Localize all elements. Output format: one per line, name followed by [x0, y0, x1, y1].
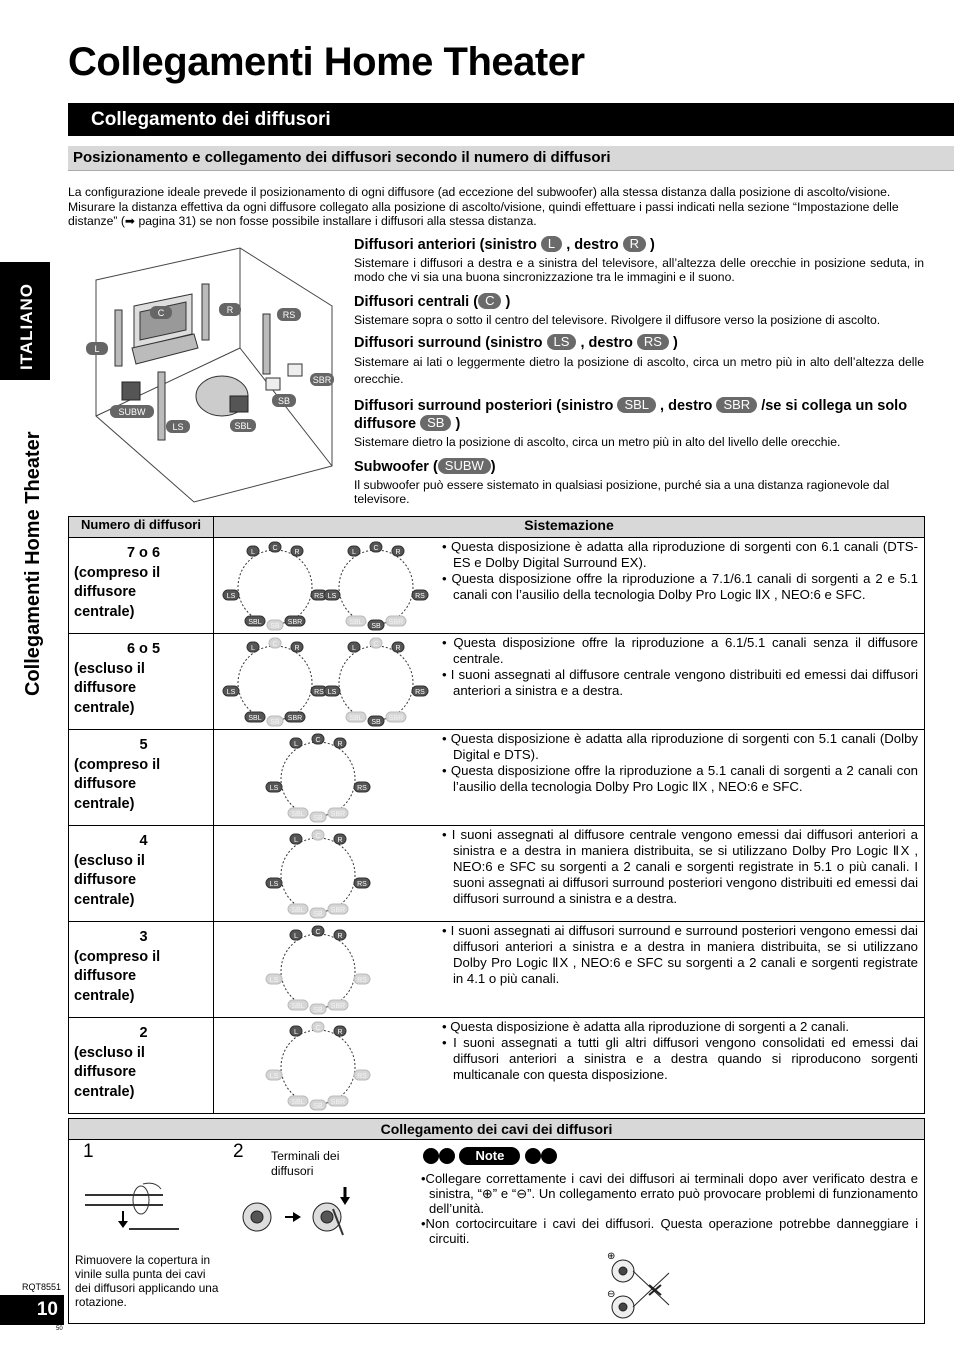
- room-label-ls: LS: [172, 422, 184, 432]
- speaker-marker-label: RS: [415, 689, 425, 696]
- section-heading: Collegamento dei diffusori: [68, 103, 954, 136]
- speaker-marker-label: RS: [357, 881, 367, 888]
- speaker-marker-label: SB: [313, 1007, 323, 1014]
- speaker-marker-label: SB: [313, 1103, 323, 1110]
- surround-back-desc: Sistemare dietro la posizione di ascolto, circa un metro più in alto del livello delle orecchie.: [354, 435, 841, 449]
- speaker-marker-label: LS: [269, 977, 279, 984]
- speaker-count-cell: [69, 730, 214, 826]
- speaker-marker-label: SB: [270, 623, 280, 630]
- speaker-marker-label: C: [315, 929, 321, 936]
- speaker-marker-label: L: [352, 549, 356, 556]
- speaker-marker-label: LS: [327, 689, 337, 696]
- speaker-marker-label: LS: [269, 785, 279, 792]
- arrangement-bullets: [434, 827, 924, 907]
- speaker-count: 2: [139, 1025, 148, 1041]
- arrangement-diagram: [214, 730, 434, 825]
- bullet-item: • Questa disposizione offre la riproduzione a 5.1 canali di sorgenti a 2 canali con l’ausilio della tecnologia Dolby Pro Logic ⅡX , NEO:6 e SFC.: [442, 763, 918, 794]
- speaker-marker-label: SBR: [287, 715, 303, 722]
- cable-connection-box: [68, 1118, 925, 1324]
- wire-strip-illustration: [83, 1179, 183, 1239]
- page-number: 10: [0, 1295, 64, 1325]
- note-item: •Collegare correttamente i cavi dei diffusori ai terminali dopo aver verificato destra e sinistra, “⊕” e “⊖”. Un collegamento errato può provocare problemi di funzionamento dell’unità.: [421, 1171, 918, 1216]
- room-label-l: L: [94, 344, 100, 354]
- speaker-marker-label: SB: [313, 815, 323, 822]
- speaker-marker-label: SBL: [349, 619, 363, 626]
- front-speakers-block: [354, 236, 924, 284]
- badge-r: R: [623, 236, 646, 252]
- speaker-marker-label: L: [251, 645, 255, 652]
- subwoofer-box: [122, 382, 140, 400]
- step-2-number: 2: [233, 1141, 244, 1162]
- subwoofer-heading: Subwoofer ( SUBW ): [354, 458, 496, 475]
- speaker-marker-label: R: [337, 837, 343, 844]
- speaker-marker-label: L: [294, 933, 298, 940]
- speaker-marker-label: C: [315, 833, 321, 840]
- minus-symbol: ⊖: [607, 1289, 616, 1300]
- speaker-marker-label: SBR: [388, 715, 404, 722]
- speaker-ring-diagram: [266, 1022, 370, 1110]
- table-row: [69, 538, 925, 634]
- speaker-marker-label: SBR: [388, 619, 404, 626]
- front-speakers-desc: Sistemare i diffusori a destra e a sinistra del televisore, all’altezza delle orecchie in posizione seduta, in modo che vi sia una buona sincronizzazione tra le immagini e il suono.: [354, 256, 924, 285]
- speaker-config-table: [68, 516, 925, 1114]
- speaker-marker-label: RS: [314, 593, 324, 600]
- speaker-marker-label: SBR: [330, 1003, 346, 1010]
- front-speakers-heading: Diffusori anteriori (sinistro L , destro R ): [354, 236, 655, 253]
- badge-l: L: [541, 236, 562, 252]
- speaker-marker-label: R: [337, 741, 343, 748]
- badge-sbr: SBR: [716, 397, 757, 413]
- page-title: Collegamenti Home Theater: [68, 40, 585, 84]
- bullet-item: • Questa disposizione è adatta alla riproduzione di sorgenti a 2 canali.: [442, 1019, 850, 1034]
- speaker-marker-label: C: [315, 1025, 321, 1032]
- table-row: [69, 922, 925, 1018]
- speaker-marker-label: LS: [269, 1073, 279, 1080]
- speaker-count: 3: [139, 929, 148, 945]
- speaker-count-note: (compreso il diffusore centrale): [74, 756, 161, 812]
- table-row: [69, 730, 925, 826]
- room-label-subw: SUBW: [118, 407, 146, 417]
- speaker-ring-diagram: [223, 542, 327, 630]
- arrangement-cell: [214, 1018, 925, 1114]
- bullet-item: • Questa disposizione offre la riproduzione a 7.1/6.1 canali di sorgenti a 2 e 5.1 canali con l’ausilio della tecnologia Dolby Pro Logic ⅡX , NEO:6 e SFC.: [442, 571, 918, 602]
- speaker-marker-label: SBL: [248, 619, 262, 626]
- terminals-label: Terminali dei diffusori: [271, 1149, 340, 1178]
- speaker-marker-label: SBR: [330, 907, 346, 914]
- step-1-number: 1: [83, 1141, 94, 1162]
- badge-rs: RS: [637, 334, 669, 350]
- table-row: [69, 1018, 925, 1114]
- arrangement-bullets: [434, 1019, 924, 1083]
- speaker-count-cell: [69, 826, 214, 922]
- speaker-ring-diagram: [266, 926, 370, 1014]
- speaker-marker-label: LS: [226, 593, 236, 600]
- speaker-marker-label: LS: [226, 689, 236, 696]
- speaker-marker-label: LS: [269, 881, 279, 888]
- language-label: ITALIANO: [17, 282, 36, 370]
- room-label-sbr: SBR: [312, 375, 332, 385]
- arrangement-cell: [214, 730, 925, 826]
- speaker-marker-label: SB: [313, 911, 323, 918]
- speaker-marker-label: R: [337, 1029, 343, 1036]
- speaker-marker-label: L: [294, 1029, 298, 1036]
- subwoofer-desc: Il subwoofer può essere sistemato in qualsiasi posizione, purché sia a una distanza ragionevole dal televisore.: [354, 478, 890, 507]
- speaker-ring-diagram: [223, 638, 327, 726]
- speaker-count-note: (compreso il diffusore centrale): [74, 564, 161, 620]
- speaker-marker-label: SB: [270, 719, 280, 726]
- speaker-count-note: (escluso il diffusore centrale): [74, 1044, 145, 1100]
- speaker-count-cell: [69, 922, 214, 1018]
- speaker-count-cell: [69, 634, 214, 730]
- note-dot-icon: [541, 1148, 557, 1164]
- badge-sb: SB: [420, 415, 451, 431]
- speaker-count: 6 o 5: [126, 641, 161, 657]
- speaker-count-note: (escluso il diffusore centrale): [74, 852, 145, 908]
- speaker-marker-label: RS: [357, 785, 367, 792]
- arrangement-bullets: [434, 635, 924, 699]
- table-row: [69, 826, 925, 922]
- speaker-marker-label: SBR: [330, 1099, 346, 1106]
- room-label-r: R: [226, 305, 234, 315]
- speaker-count: 7 o 6: [126, 545, 161, 561]
- badge-ls: LS: [547, 334, 577, 350]
- surround-back-block: [354, 397, 924, 449]
- badge-c: C: [478, 293, 501, 309]
- arrangement-diagram: [214, 922, 434, 1017]
- footer-tiny-number: 50: [56, 1326, 63, 1332]
- terminal-connect-illustration: [231, 1185, 361, 1249]
- chapter-side-title: Collegamenti Home Theater: [22, 431, 44, 696]
- speaker-marker-label: R: [395, 645, 401, 652]
- surround-speakers-heading: Diffusori surround (sinistro LS , destro RS ): [354, 334, 678, 351]
- cable-connection-heading: Collegamento dei cavi dei diffusori: [69, 1119, 924, 1140]
- arrangement-diagram: [214, 826, 434, 921]
- speaker-marker-label: SB: [371, 623, 381, 630]
- speaker-marker-label: C: [272, 545, 278, 552]
- badge-sbl: SBL: [617, 397, 656, 413]
- speaker-ring-diagram: [324, 542, 428, 630]
- speaker-count-note: (escluso il diffusore centrale): [74, 660, 145, 716]
- model-code: RQT8551: [22, 1282, 62, 1292]
- speaker-marker-label: SBL: [291, 811, 305, 818]
- arrangement-diagram: [214, 1018, 434, 1113]
- arrangement-diagram: [214, 634, 434, 729]
- speaker-marker-label: L: [251, 549, 255, 556]
- speaker-marker-label: SB: [371, 719, 381, 726]
- step-1-caption: Rimuovere la copertura in vinile sulla punta dei cavi dei diffusori applicando una rotazione.: [75, 1253, 219, 1309]
- col-header-count: Numero di diffusori: [69, 517, 214, 538]
- speaker-marker-label: C: [373, 641, 379, 648]
- room-label-rs: RS: [282, 310, 296, 320]
- note-banner: [423, 1147, 557, 1165]
- speaker-marker-label: SBR: [287, 619, 303, 626]
- speaker-marker-label: SBL: [349, 715, 363, 722]
- arrangement-cell: [214, 538, 925, 634]
- speaker-count-cell: [69, 538, 214, 634]
- arrangement-cell: [214, 826, 925, 922]
- speaker-marker-label: R: [294, 645, 300, 652]
- speaker-marker-label: RS: [314, 689, 324, 696]
- speaker-marker-label: RS: [357, 977, 367, 984]
- surround-speakers-block: [354, 334, 924, 388]
- room-label-sbl: SBL: [234, 421, 252, 431]
- tv-cabinet: [132, 294, 198, 364]
- speaker-marker-label: C: [272, 641, 278, 648]
- polarity-terminal-illustration: [599, 1249, 679, 1321]
- bullet-item: • Questa disposizione offre la riproduzione a 6.1/5.1 canali senza il diffusore centrale.: [442, 635, 918, 666]
- center-speaker-desc: Sistemare sopra o sotto il centro del televisore. Rivolgere il diffusore verso la posizione di ascolto.: [354, 313, 881, 327]
- arrangement-cell: [214, 634, 925, 730]
- bullet-item: • Questa disposizione è adatta alla riproduzione di sorgenti con 6.1 canali (DTS-ES e Dolby Digital Surround EX).: [442, 539, 918, 570]
- sofa: [196, 364, 302, 416]
- speaker-marker-label: C: [315, 737, 321, 744]
- speaker-marker-label: SBL: [291, 907, 305, 914]
- center-speaker-heading: Diffusori centrali ( C ): [354, 293, 511, 310]
- note-dot-icon: [525, 1148, 541, 1164]
- table-header-row: [69, 517, 925, 538]
- table-row: [69, 634, 925, 730]
- speaker-count-cell: [69, 1018, 214, 1114]
- surround-speakers-desc: Sistemare ai lati o leggermente dietro la posizione di ascolto, circa un metro più in alto dell’altezza delle orecchie.: [354, 355, 924, 386]
- center-speaker-block: [354, 293, 924, 327]
- speaker-marker-label: L: [352, 645, 356, 652]
- speaker-marker-label: SBL: [248, 715, 262, 722]
- speaker-ring-diagram: [266, 830, 370, 918]
- speaker-ring-diagram: [324, 638, 428, 726]
- speaker-marker-label: LS: [327, 593, 337, 600]
- bullet-item: • I suoni assegnati a tutti gli altri diffusori vengono consolidati ed emessi dai diffusori anteriori a sinistra e a destra quando si riproducono sorgenti multicanale con questa disposizione.: [442, 1035, 918, 1082]
- bullet-item: • I suoni assegnati al diffusore centrale vengono emessi dai diffusori anteriori a sinistra e a destra in maniera distribuita, se si utilizzano Dolby Pro Logic ⅡX , NEO:6 e SFC su sorgenti a 2 canali e sorgenti registrate in 5.1 o più canali. I suoni assegnati ai diffusori surround posteriori vengono distribuiti ed emessi dai diffusori surround a sinistra e a destra.: [442, 827, 918, 906]
- speaker-marker-label: SBL: [291, 1003, 305, 1010]
- speaker-marker-label: RS: [415, 593, 425, 600]
- speaker-marker-label: L: [294, 837, 298, 844]
- bullet-item: • I suoni assegnati al diffusore centrale vengono distribuiti ed emessi dai diffusori anteriori a sinistra e a destra.: [442, 667, 918, 698]
- speaker-count-note: (compreso il diffusore centrale): [74, 948, 161, 1004]
- speaker-marker-label: L: [294, 741, 298, 748]
- note-item: •Non cortocircuitare i cavi dei diffusori. Questa operazione potrebbe danneggiare i circuiti.: [421, 1216, 918, 1246]
- speaker-count: 5: [139, 737, 148, 753]
- plus-symbol: ⊕: [607, 1251, 616, 1262]
- speaker-marker-label: SBR: [330, 811, 346, 818]
- notes-list: [421, 1171, 918, 1246]
- room-label-c: C: [157, 308, 165, 318]
- col-header-arrangement: Sistemazione: [214, 517, 925, 538]
- arrangement-bullets: [434, 539, 924, 603]
- room-diagram: [82, 236, 344, 508]
- speaker-marker-label: R: [294, 549, 300, 556]
- speaker-marker-label: R: [395, 549, 401, 556]
- note-dot-icon: [423, 1148, 439, 1164]
- surround-back-heading: Diffusori surround posteriori (sinistro SBL , destro SBR /se si collega un solo diffusore SB ): [354, 397, 908, 432]
- speaker-marker-label: RS: [357, 1073, 367, 1080]
- badge-subw: SUBW: [438, 458, 491, 474]
- speaker-marker-label: SBL: [291, 1099, 305, 1106]
- arrangement-bullets: [434, 731, 924, 795]
- note-label: Note: [459, 1147, 520, 1165]
- bullet-item: • I suoni assegnati ai diffusori surround e surround posteriori vengono emessi dai diffusori anteriori a sinistra e a destra in maniera distribuita, se si utilizzano Dolby Pro Logic ⅡX , NEO:6 e SFC su sorgenti a 2 canali e sorgenti registrate in 4.1 o più canali.: [442, 923, 918, 986]
- arrangement-bullets: [434, 923, 924, 987]
- subwoofer-block: [354, 458, 924, 506]
- note-dot-icon: [439, 1148, 455, 1164]
- arrangement-diagram: [214, 538, 434, 633]
- subsection-heading: Posizionamento e collegamento dei diffusori secondo il numero di diffusori: [68, 146, 954, 171]
- arrangement-cell: [214, 922, 925, 1018]
- speaker-marker-label: R: [337, 933, 343, 940]
- speaker-marker-label: C: [373, 545, 379, 552]
- speaker-ring-diagram: [266, 734, 370, 822]
- speaker-count: 4: [139, 833, 148, 849]
- intro-paragraph: La configurazione ideale prevede il posizionamento di ogni diffusore (ad eccezione del subwoofer) alla stessa distanza dalla posizione di ascolto/visione. Misurare la distanza effettiva da ogni diffusore collegato alla posizione di ascolto/visione, quindi effettuare i passi indicati nella sezione “Impostazione delle distanze” (➡ pagina 31) se non fosse possibile installare i diffusori alla stessa distanza.: [68, 185, 899, 228]
- room-label-sb: SB: [277, 396, 291, 406]
- bullet-item: • Questa disposizione è adatta alla riproduzione di sorgenti con 5.1 canali (Dolby Digital e DTS).: [442, 731, 918, 762]
